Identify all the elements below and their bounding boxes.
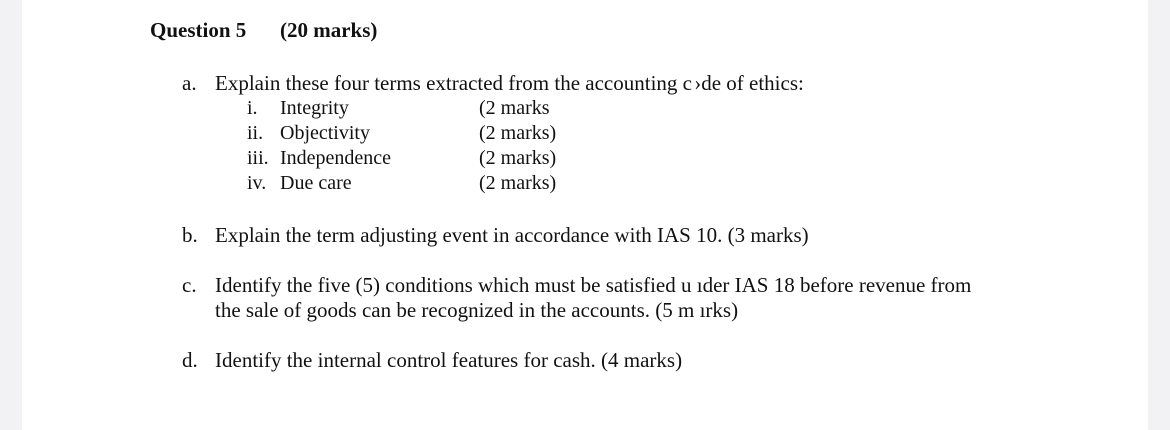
part-d-letter: d. — [182, 348, 198, 372]
question-heading — [150, 18, 378, 43]
subitem-number: iii. — [247, 147, 269, 169]
part-c-letter: c. — [182, 273, 197, 297]
document-page — [22, 0, 1148, 430]
subitem-number: iv. — [247, 172, 267, 194]
subitem-term: Integrity — [280, 97, 349, 119]
part-b-text: Explain the term adjusting event in accordance with IAS 10. (3 marks) — [215, 223, 809, 247]
subitem-term: Objectivity — [280, 122, 370, 144]
subitem-marks: (2 marks) — [479, 147, 557, 169]
subitem-marks: (2 marks) — [479, 122, 557, 144]
subitem-term: Independence — [280, 147, 392, 169]
subitem-term: Due care — [280, 172, 352, 194]
part-d-text: Identify the internal control features for cash. (4 marks) — [215, 348, 683, 372]
question-title: Question 5 — [150, 18, 247, 42]
subitem-marks: (2 marks — [479, 97, 550, 119]
subitem-marks: (2 marks) — [479, 172, 557, 194]
question-total-marks: (20 marks) — [280, 18, 378, 42]
part-a-letter: a. — [182, 71, 197, 95]
part-a-text: Explain these four terms extracted from the accounting c ›de of ethics: — [215, 71, 804, 95]
part-b-letter: b. — [182, 223, 198, 247]
part-c-line-2: the sale of goods can be recognized in the accounts. (5 m ırks) — [215, 298, 739, 322]
subitem-number: i. — [247, 97, 258, 119]
part-c-line-1: Identify the five (5) conditions which must be satisfied u ıder IAS 18 before revenue from — [215, 273, 972, 297]
subitem-number: ii. — [247, 122, 264, 144]
